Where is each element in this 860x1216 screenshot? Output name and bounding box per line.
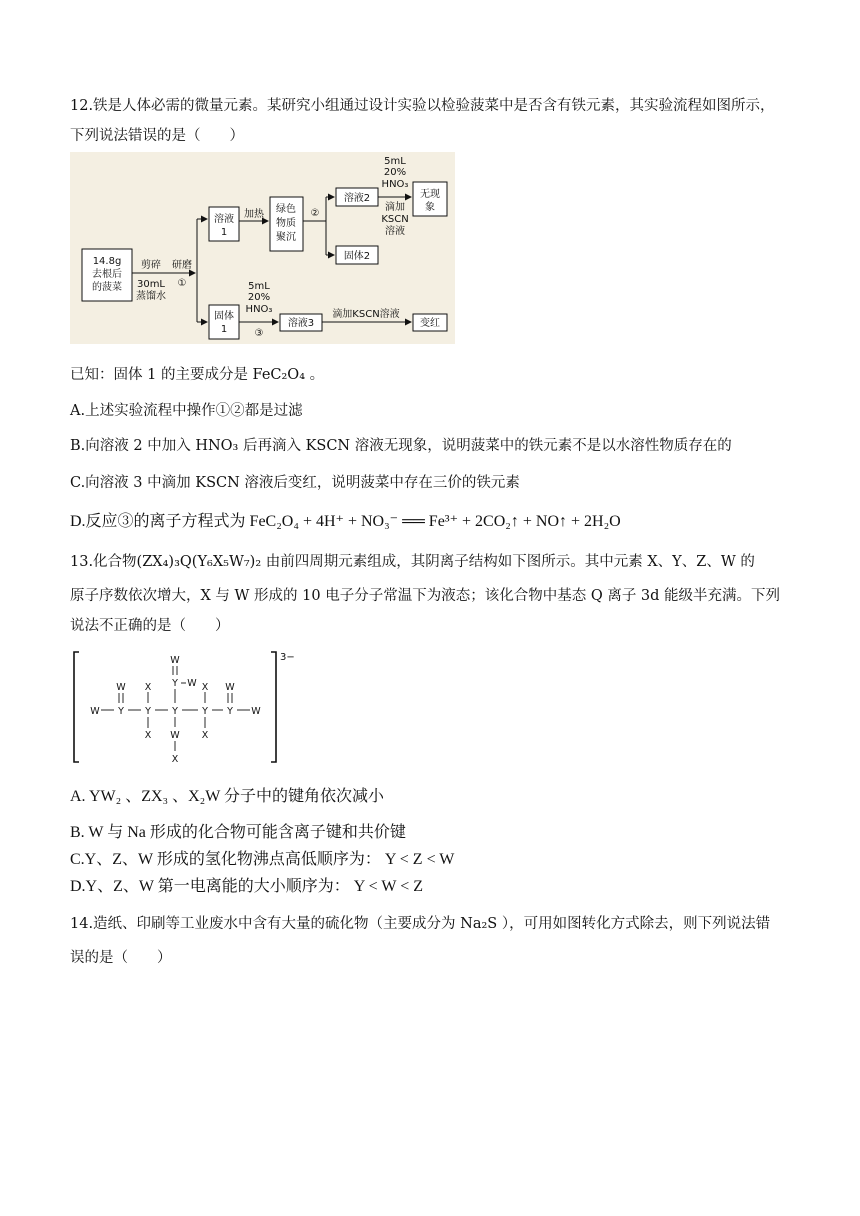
q13-stem-line1: 13.化合物(ZX₄)₃Q(Y₆X₅W₇)₂ 由前四周期元素组成，其阴离子结构如下图所示。其中元素 X、Y、Z、W 的 [70,554,755,570]
heat-label: 加热 [244,209,264,220]
q12-stem-line2: 下列说法错误的是（ ） [70,128,244,144]
solution2-text: 溶液2 [343,193,371,204]
q12-stem-line1: 12.铁是人体必需的微量元素。某研究小组通过设计实验以检验菠菜中是否含有铁元素，其实验流程如图所示， [70,98,775,114]
svg-text:X: X [201,730,209,741]
svg-text:W: W [170,655,180,666]
svg-text:W: W [187,678,197,689]
q14-stem-line2: 误的是（ ） [70,950,172,966]
start-text-1: 14.8g [92,256,122,267]
green-text-2: 物质 [276,218,296,229]
q12-flow-diagram [70,152,455,344]
reagent-kscn-3: 溶液 [385,226,405,237]
reagent-kscn-1: 滴加 [385,202,405,213]
op1-label: ① [177,278,187,289]
q14-stem-line1: 14.造纸、印刷等工业废水中含有大量的硫化物（主要成分为 Na₂S ），可用如图转化方式除去，则下列说法错 [70,916,771,932]
solid2-text: 固体2 [343,251,371,262]
solution3-text: 溶液3 [287,318,315,329]
solid1-text-b: 1 [220,324,228,335]
svg-text:X: X [144,730,152,741]
svg-text:X: X [144,682,152,693]
q13-option-a: A. YW₂ 、ZX₃ 、X₂W 分子中的键角依次减小 [70,788,385,805]
q12-option-d: D.反应③的离子方程式为 FeC₂O₄ + 4H⁺ + NO₃⁻ ══ Fe³⁺ + 2CO₂↑ + NO↑ + 2H₂O [70,513,621,530]
reagent-top-1: 5mL [384,156,406,167]
reagent-kscn-2: KSCN [381,214,409,225]
green-text-3: 聚沉 [276,232,296,243]
reagent-top-2: 20% [383,167,407,178]
no-phenomenon-text-1: 无现 [420,189,440,200]
svg-text:Y: Y [172,678,178,689]
op3-label: ③ [254,328,264,339]
svg-text:W: W [90,706,100,717]
svg-text:Y: Y [172,706,178,717]
q12-option-a: A.上述实验流程中操作①②都是过滤 [70,403,303,419]
q12-option-b: B.向溶液 2 中加入 HNO₃ 后再滴入 KSCN 溶液无现象，说明菠菜中的铁元素不是以水溶性物质存在的 [70,438,732,454]
reagent-bottom-3: HNO₃ [245,304,273,315]
red-text: 变红 [420,318,440,329]
grind-label: 研磨 [172,260,192,271]
svg-text:W: W [251,706,261,717]
cut-label: 剪碎 [141,260,161,271]
start-text-3: 的菠菜 [92,282,122,293]
water-label: 蒸馏水 [136,291,166,302]
svg-text:W: W [225,682,235,693]
q13-stem-line3: 说法不正确的是（ ） [70,618,230,634]
q12-known: 已知：固体 1 的主要成分是 FeC₂O₄ 。 [70,367,325,383]
q13-option-b: B. W 与 Na 形成的化合物可能含离子键和共价键 [70,824,406,841]
drip-kscn-label: 滴加KSCN溶液 [332,309,400,320]
reagent-bottom-1: 5mL [248,281,270,292]
svg-text:Y: Y [227,706,233,717]
green-text-1: 绿色 [276,204,296,215]
solution1-text-a: 溶液 [214,214,234,225]
reagent-top-3: HNO₃ [381,179,409,190]
start-text-2: 去根后 [92,269,122,280]
op2-label: ② [310,208,320,219]
svg-text:W: W [116,682,126,693]
solid1-text-a: 固体 [214,311,234,322]
q13-option-d: D.Y、Z、W 第一电离能的大小顺序为： Y < W < Z [70,878,424,895]
water-volume-label: 30mL [136,279,166,290]
q13-stem-line2: 原子序数依次增大，X 与 W 形成的 10 电子分子常温下为液态；该化合物中基态 Q 离子 3d 能级半充满。下列 [70,588,781,604]
reagent-bottom-2: 20% [247,292,271,303]
q13-option-c: C.Y、Z、W 形成的氢化物沸点高低顺序为： Y < Z < W [70,851,455,868]
svg-text:Y: Y [145,706,151,717]
solution1-text-b: 1 [220,227,228,238]
no-phenomenon-text-2: 象 [425,202,435,213]
svg-text:Y: Y [202,706,208,717]
q13-anion-structure [70,648,300,768]
q12-option-c: C.向溶液 3 中滴加 KSCN 溶液后变红，说明菠菜中存在三价的铁元素 [70,475,520,491]
svg-text:W: W [170,730,180,741]
svg-text:X: X [201,682,209,693]
svg-text:Y: Y [118,706,124,717]
anion-charge-label: 3− [280,652,295,663]
svg-text:X: X [171,754,179,765]
